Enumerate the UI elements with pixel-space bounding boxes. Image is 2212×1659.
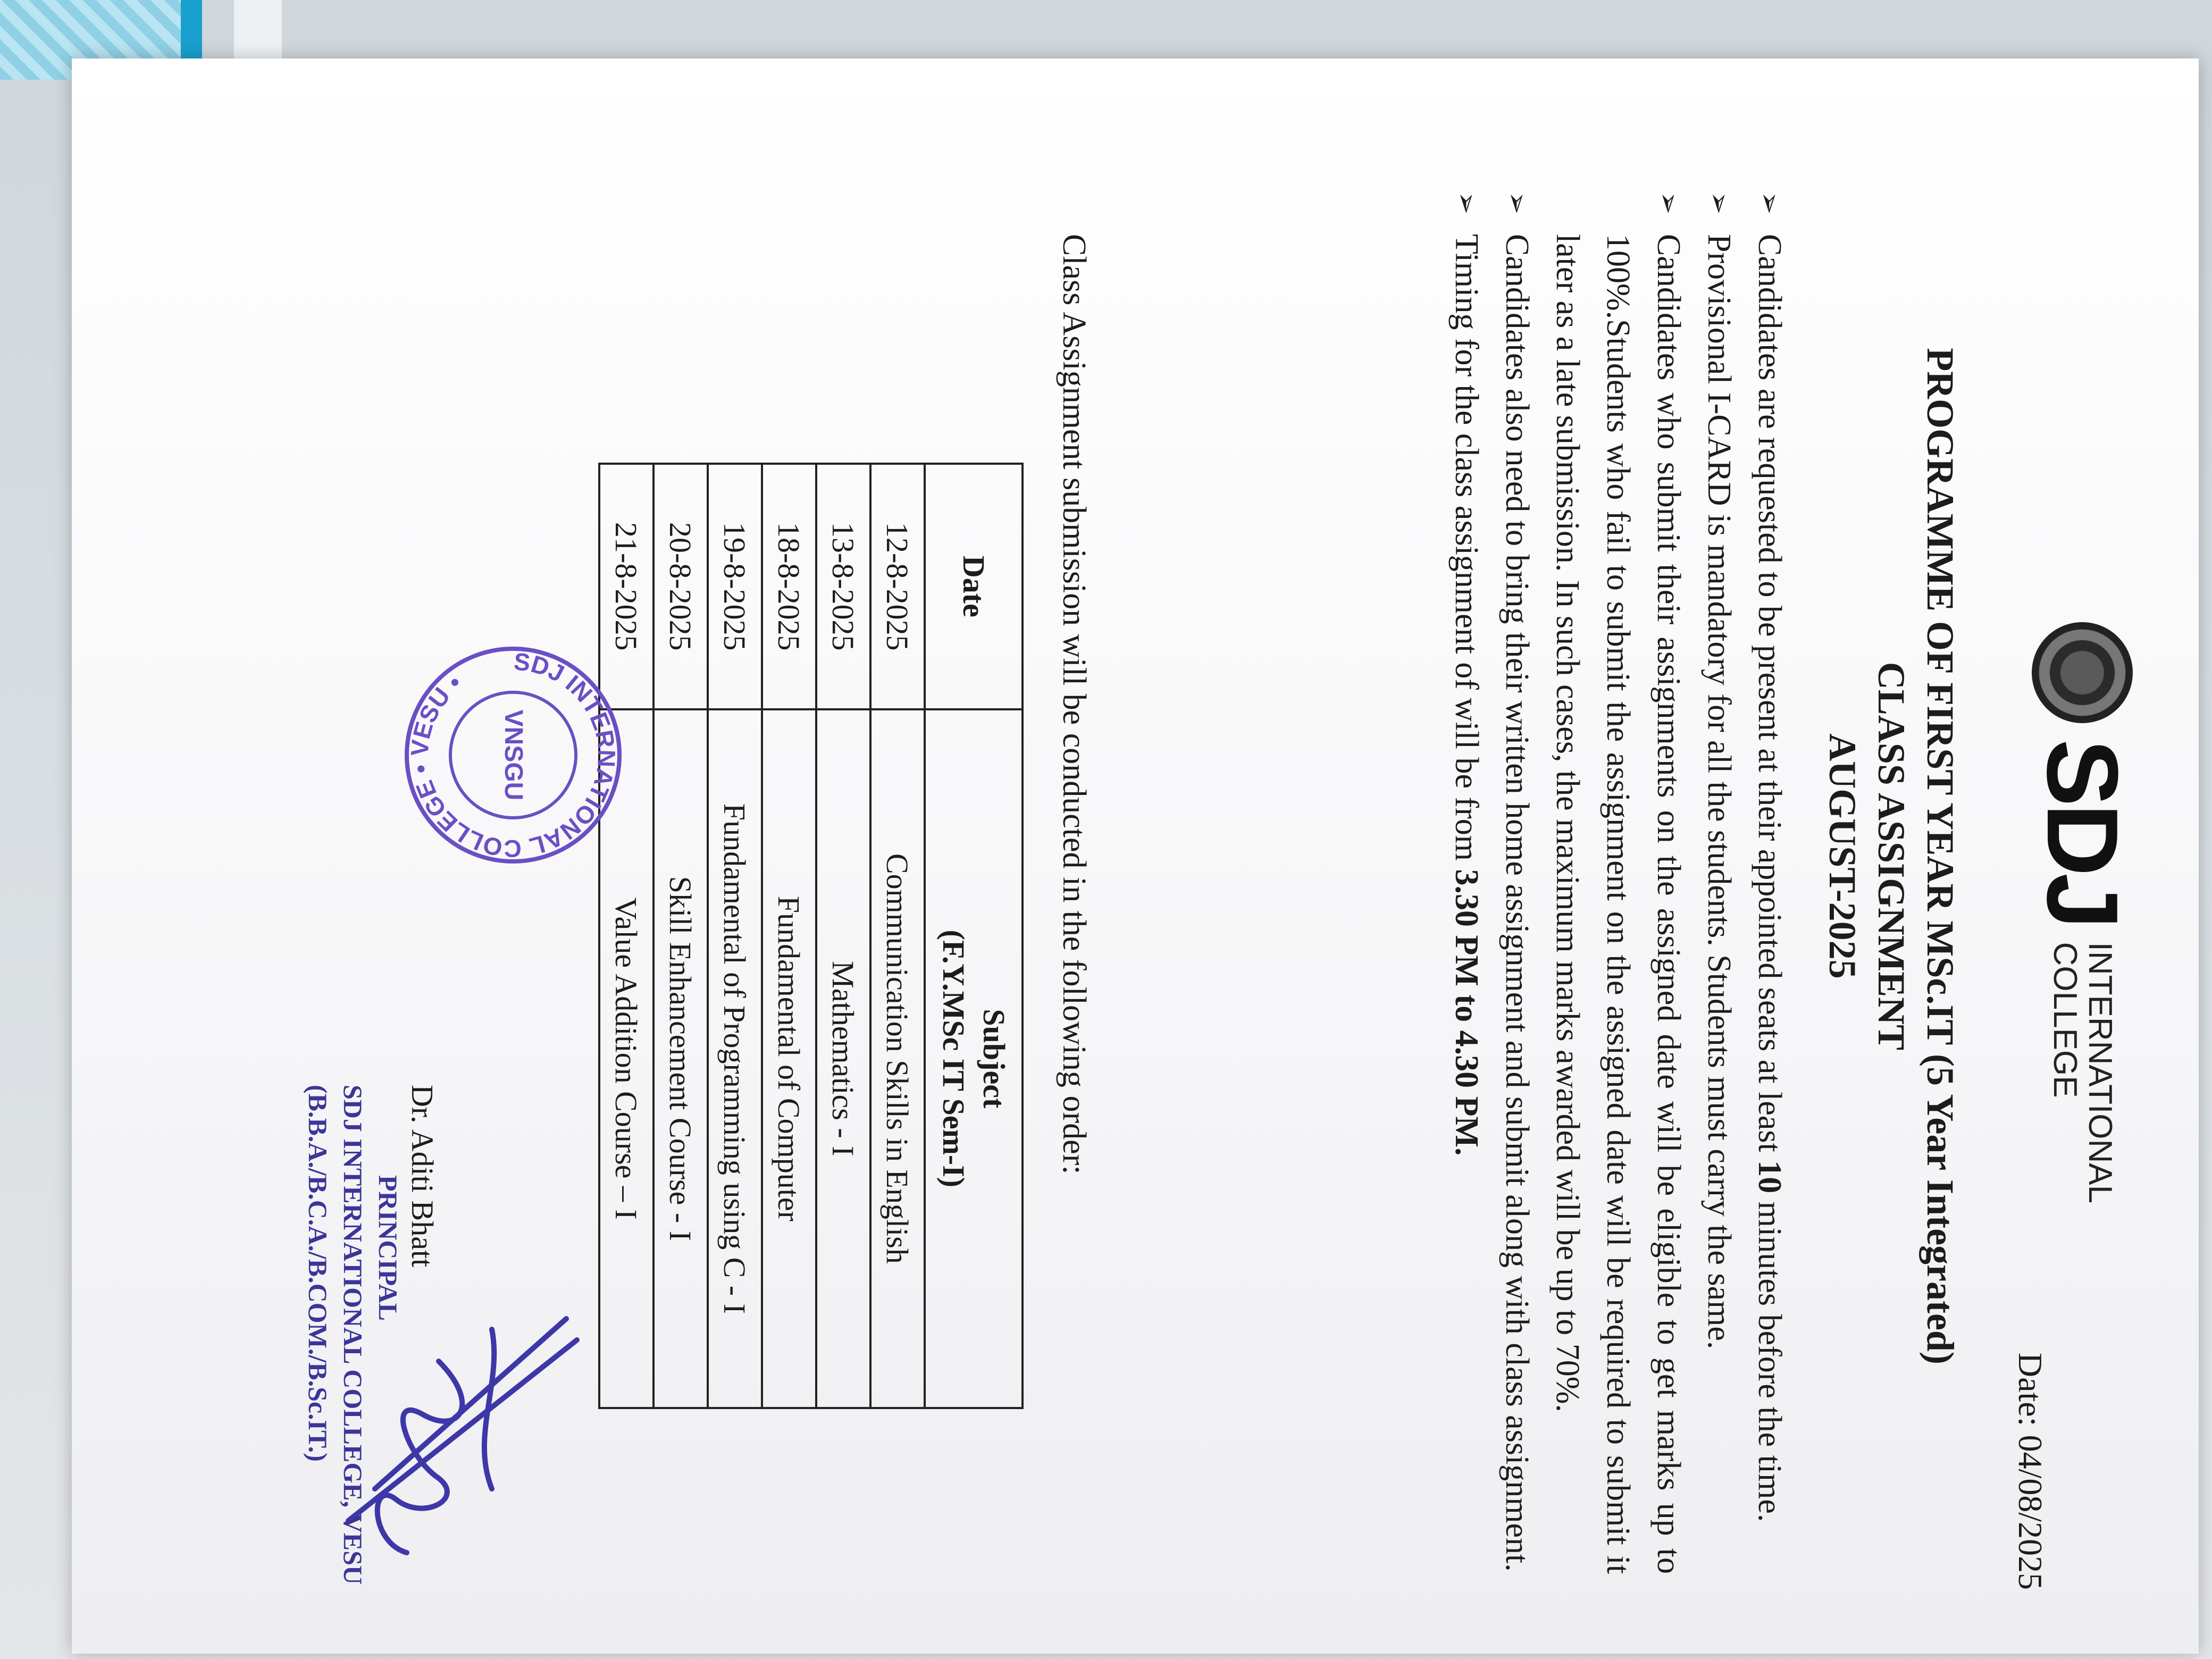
instruction-item: ➢ Candidates are requested to be present at their appointed seats at least 10 minutes before the time.	[1744, 191, 1795, 1574]
instruction-list	[1441, 191, 1795, 1574]
logo-words	[2047, 942, 2117, 1203]
heading-line-2: CLASS ASSIGNMENT	[1870, 661, 1913, 1051]
signatory-org: SDJ INTERNATIONAL COLLEGE, VESU	[338, 1085, 368, 1585]
row-date: 20-8-2025	[653, 464, 708, 709]
row-date: 19-8-2025	[708, 464, 762, 709]
instruction-item: ➢ Candidates who submit their assignments on the assigned date will be eligible to get marks up to 100%.Students who fail to submit the assignment on the assigned date will be required to submit it later as a late submission. In such cases, the maximum marks awarded will be up to 70%.	[1542, 191, 1694, 1574]
row-subject: Skill Enhancement Course - I	[653, 709, 708, 1408]
college-stamp	[401, 643, 625, 867]
table-row	[708, 464, 762, 1408]
table-row	[762, 464, 816, 1408]
signatory-block	[300, 1085, 440, 1585]
row-subject: Mathematics - I	[816, 709, 870, 1408]
logo-line-2: COLLEGE	[2047, 942, 2083, 1098]
heading-line-1: PROGRAMME OF FIRST YEAR MSc.IT (5 Year Integrated)	[1919, 348, 1962, 1364]
row-date: 12-8-2025	[870, 464, 925, 709]
notice-heading	[1818, 58, 1965, 1654]
notice-page	[72, 58, 2199, 1654]
notice-date: Date: 04/08/2025	[2012, 1352, 2049, 1590]
heading-line-3: AUGUST-2025	[1821, 733, 1864, 979]
row-date: 13-8-2025	[816, 464, 870, 709]
signatory-courses: (B.B.A./B.C.A./B.COM./B.Sc.IT.)	[303, 1085, 333, 1462]
schedule-table	[598, 463, 1024, 1409]
logo-mark: SDJ	[2026, 739, 2139, 926]
table-row	[653, 464, 708, 1408]
stamp-inner-text: VNSGU	[499, 709, 527, 801]
crest-icon	[2032, 622, 2133, 723]
table-row	[870, 464, 925, 1408]
signatory-title: PRINCIPAL	[373, 1175, 403, 1321]
signatory-name: Dr. Aditi Bhatt	[405, 1085, 440, 1268]
row-subject: Value Addition Course – I	[599, 709, 653, 1408]
principal-stamp	[300, 1085, 406, 1585]
instruction-item: ➢ Provisional I-CARD is mandatory for all the students. Students must carry the same.	[1694, 191, 1744, 1574]
row-subject: Fundamental of Programming using C - I	[708, 709, 762, 1408]
row-subject: Fundamental of Computer	[762, 709, 816, 1408]
schedule-intro: Class Assignment submission will be conducted in the following order:	[1056, 234, 1092, 1175]
row-subject: Communication Skills in English	[870, 709, 925, 1408]
instruction-item: ➢ Timing for the class assignment of will be from 3.30 PM to 4.30 PM.	[1441, 191, 1492, 1574]
stamp-outer-text: SDJ INTERNATIONAL COLLEGE • VESU •	[405, 647, 621, 863]
row-date: 18-8-2025	[762, 464, 816, 709]
date-column-header: Date	[925, 464, 1023, 709]
table-row	[816, 464, 870, 1408]
logo-line-1: INTERNATIONAL	[2082, 942, 2118, 1204]
college-logo	[2024, 622, 2140, 1203]
table-header-row	[925, 464, 1023, 1408]
instruction-item: ➢ Candidates also need to bring their written home assignment and submit along with class assignment.	[1492, 191, 1542, 1574]
subject-column-header: Subject (F.Y.MSc IT Sem-I)	[925, 709, 1023, 1408]
row-date: 21-8-2025	[599, 464, 653, 709]
table-row	[599, 464, 653, 1408]
